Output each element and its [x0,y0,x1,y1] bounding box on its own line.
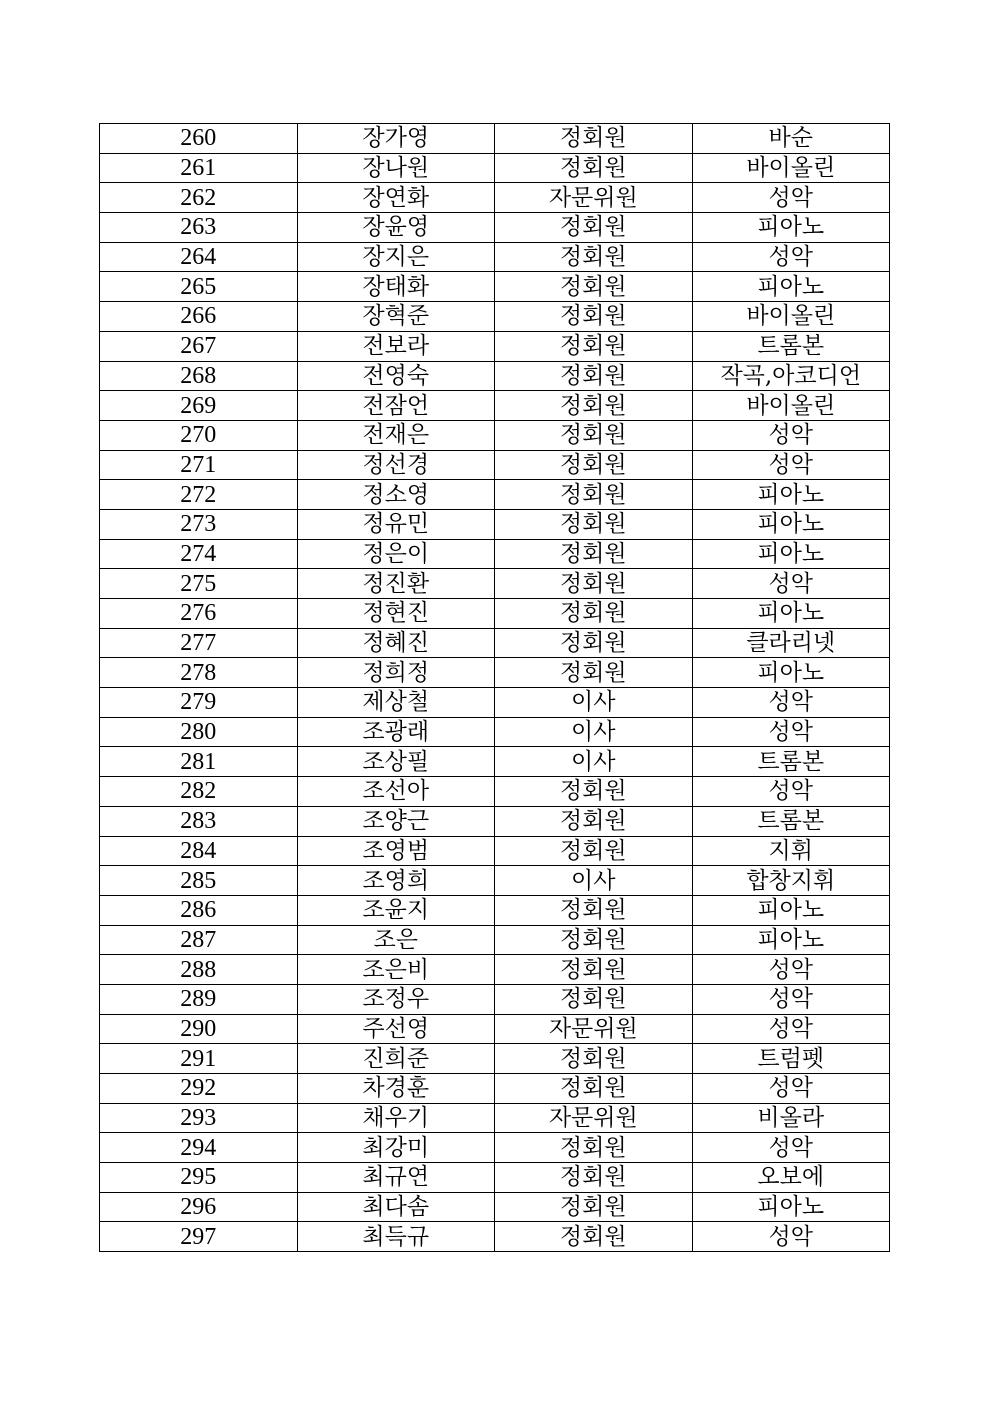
member-grade: 정회원 [495,391,693,421]
table-row [100,1222,890,1252]
table-row [100,153,890,183]
member-specialty: 성악 [692,688,890,718]
member-grade: 이사 [495,717,693,747]
member-number: 262 [100,183,298,213]
table-row [100,539,890,569]
member-grade: 자문위원 [495,183,693,213]
table-row [100,1163,890,1193]
member-number: 265 [100,272,298,302]
member-name: 주선영 [297,1014,495,1044]
member-grade: 정회원 [495,272,693,302]
member-specialty: 트롬본 [692,747,890,777]
member-grade: 정회원 [495,1192,693,1222]
member-name: 조정우 [297,984,495,1014]
member-grade: 이사 [495,866,693,896]
member-number: 293 [100,1103,298,1133]
member-number: 290 [100,1014,298,1044]
table-row [100,866,890,896]
member-grade: 정회원 [495,539,693,569]
table-row [100,688,890,718]
member-specialty: 피아노 [692,658,890,688]
member-number: 268 [100,361,298,391]
member-specialty: 피아노 [692,895,890,925]
member-grade: 이사 [495,747,693,777]
table-row [100,331,890,361]
member-grade: 자문위원 [495,1103,693,1133]
table-row [100,272,890,302]
member-name: 장윤영 [297,213,495,243]
member-table-body [100,124,890,1252]
member-grade: 정회원 [495,153,693,183]
member-specialty: 피아노 [692,509,890,539]
member-specialty: 바순 [692,124,890,154]
member-number: 279 [100,688,298,718]
member-grade: 정회원 [495,777,693,807]
table-row [100,124,890,154]
member-specialty: 성악 [692,420,890,450]
member-specialty: 합창지휘 [692,866,890,896]
member-number: 266 [100,302,298,332]
member-number: 270 [100,420,298,450]
member-name: 조영희 [297,866,495,896]
table-row [100,1044,890,1074]
member-grade: 정회원 [495,806,693,836]
member-number: 281 [100,747,298,777]
member-grade: 정회원 [495,1222,693,1252]
member-name: 정유민 [297,509,495,539]
member-number: 278 [100,658,298,688]
table-row [100,391,890,421]
member-name: 조은비 [297,955,495,985]
member-grade: 정회원 [495,213,693,243]
table-row [100,747,890,777]
table-row [100,925,890,955]
table-row [100,895,890,925]
member-grade: 정회원 [495,1044,693,1074]
table-row [100,984,890,1014]
member-number: 285 [100,866,298,896]
member-grade: 정회원 [495,925,693,955]
member-name: 장혁준 [297,302,495,332]
member-name: 장태화 [297,272,495,302]
member-specialty: 클라리넷 [692,628,890,658]
member-name: 정현진 [297,599,495,629]
member-name: 전보라 [297,331,495,361]
table-row [100,242,890,272]
member-name: 장연화 [297,183,495,213]
member-name: 진희준 [297,1044,495,1074]
member-specialty: 성악 [692,569,890,599]
member-number: 275 [100,569,298,599]
member-grade: 정회원 [495,569,693,599]
table-row [100,1103,890,1133]
member-number: 284 [100,836,298,866]
member-number: 291 [100,1044,298,1074]
member-name: 장나원 [297,153,495,183]
member-name: 최규연 [297,1163,495,1193]
table-row [100,420,890,450]
member-number: 287 [100,925,298,955]
member-number: 261 [100,153,298,183]
table-row [100,836,890,866]
member-name: 채우기 [297,1103,495,1133]
member-grade: 정회원 [495,599,693,629]
table-row [100,1192,890,1222]
table-row [100,658,890,688]
member-number: 260 [100,124,298,154]
member-name: 차경훈 [297,1074,495,1104]
member-number: 296 [100,1192,298,1222]
table-row [100,361,890,391]
member-specialty: 바이올린 [692,302,890,332]
member-grade: 정회원 [495,242,693,272]
member-specialty: 성악 [692,984,890,1014]
member-number: 264 [100,242,298,272]
member-specialty: 피아노 [692,539,890,569]
table-row [100,717,890,747]
member-specialty: 피아노 [692,213,890,243]
member-specialty: 피아노 [692,925,890,955]
member-grade: 이사 [495,688,693,718]
member-grade: 정회원 [495,1074,693,1104]
member-grade: 정회원 [495,420,693,450]
member-grade: 정회원 [495,658,693,688]
member-number: 276 [100,599,298,629]
member-name: 전재은 [297,420,495,450]
member-specialty: 성악 [692,242,890,272]
member-grade: 정회원 [495,450,693,480]
table-row [100,1074,890,1104]
member-specialty: 피아노 [692,1192,890,1222]
member-grade: 정회원 [495,509,693,539]
member-specialty: 성악 [692,1133,890,1163]
member-specialty: 성악 [692,1074,890,1104]
member-number: 280 [100,717,298,747]
member-specialty: 지휘 [692,836,890,866]
member-name: 최강미 [297,1133,495,1163]
member-name: 조광래 [297,717,495,747]
table-row [100,1014,890,1044]
member-specialty: 트럼펫 [692,1044,890,1074]
table-row [100,480,890,510]
member-name: 장가영 [297,124,495,154]
member-name: 정진환 [297,569,495,599]
member-specialty: 피아노 [692,480,890,510]
member-grade: 정회원 [495,1163,693,1193]
member-number: 292 [100,1074,298,1104]
member-number: 274 [100,539,298,569]
member-number: 263 [100,213,298,243]
member-number: 272 [100,480,298,510]
table-row [100,628,890,658]
table-row [100,777,890,807]
table-row [100,806,890,836]
member-grade: 정회원 [495,984,693,1014]
member-number: 294 [100,1133,298,1163]
member-specialty: 트롬본 [692,806,890,836]
member-name: 조양근 [297,806,495,836]
member-name: 조선아 [297,777,495,807]
member-specialty: 성악 [692,1014,890,1044]
member-grade: 정회원 [495,836,693,866]
member-name: 정희정 [297,658,495,688]
member-number: 295 [100,1163,298,1193]
member-specialty: 비올라 [692,1103,890,1133]
member-name: 제상철 [297,688,495,718]
member-specialty: 바이올린 [692,153,890,183]
member-specialty: 성악 [692,717,890,747]
member-number: 286 [100,895,298,925]
member-number: 282 [100,777,298,807]
member-specialty: 작곡,아코디언 [692,361,890,391]
member-number: 283 [100,806,298,836]
member-name: 조윤지 [297,895,495,925]
member-number: 277 [100,628,298,658]
member-grade: 자문위원 [495,1014,693,1044]
member-number: 297 [100,1222,298,1252]
member-grade: 정회원 [495,628,693,658]
member-grade: 정회원 [495,955,693,985]
member-grade: 정회원 [495,302,693,332]
member-number: 288 [100,955,298,985]
member-grade: 정회원 [495,1133,693,1163]
member-number: 289 [100,984,298,1014]
member-grade: 정회원 [495,895,693,925]
member-specialty: 바이올린 [692,391,890,421]
member-name: 정선경 [297,450,495,480]
member-grade: 정회원 [495,331,693,361]
member-name: 장지은 [297,242,495,272]
member-specialty: 성악 [692,1222,890,1252]
member-specialty: 피아노 [692,272,890,302]
member-grade: 정회원 [495,124,693,154]
table-row [100,599,890,629]
member-specialty: 성악 [692,777,890,807]
table-row [100,955,890,985]
member-specialty: 피아노 [692,599,890,629]
member-number: 269 [100,391,298,421]
member-grade: 정회원 [495,480,693,510]
table-row [100,569,890,599]
table-row [100,450,890,480]
member-specialty: 트롬본 [692,331,890,361]
member-name: 조영범 [297,836,495,866]
member-name: 최다솜 [297,1192,495,1222]
member-grade: 정회원 [495,361,693,391]
table-row [100,1133,890,1163]
member-name: 전영숙 [297,361,495,391]
member-number: 267 [100,331,298,361]
member-name: 전잠언 [297,391,495,421]
member-specialty: 성악 [692,183,890,213]
member-name: 조은 [297,925,495,955]
member-name: 최득규 [297,1222,495,1252]
member-table [99,123,890,1252]
member-name: 조상필 [297,747,495,777]
table-row [100,183,890,213]
member-name: 정은이 [297,539,495,569]
member-name: 정혜진 [297,628,495,658]
table-row [100,509,890,539]
member-specialty: 성악 [692,450,890,480]
table-row [100,302,890,332]
member-number: 273 [100,509,298,539]
member-specialty: 오보에 [692,1163,890,1193]
member-specialty: 성악 [692,955,890,985]
member-name: 정소영 [297,480,495,510]
table-row [100,213,890,243]
member-number: 271 [100,450,298,480]
